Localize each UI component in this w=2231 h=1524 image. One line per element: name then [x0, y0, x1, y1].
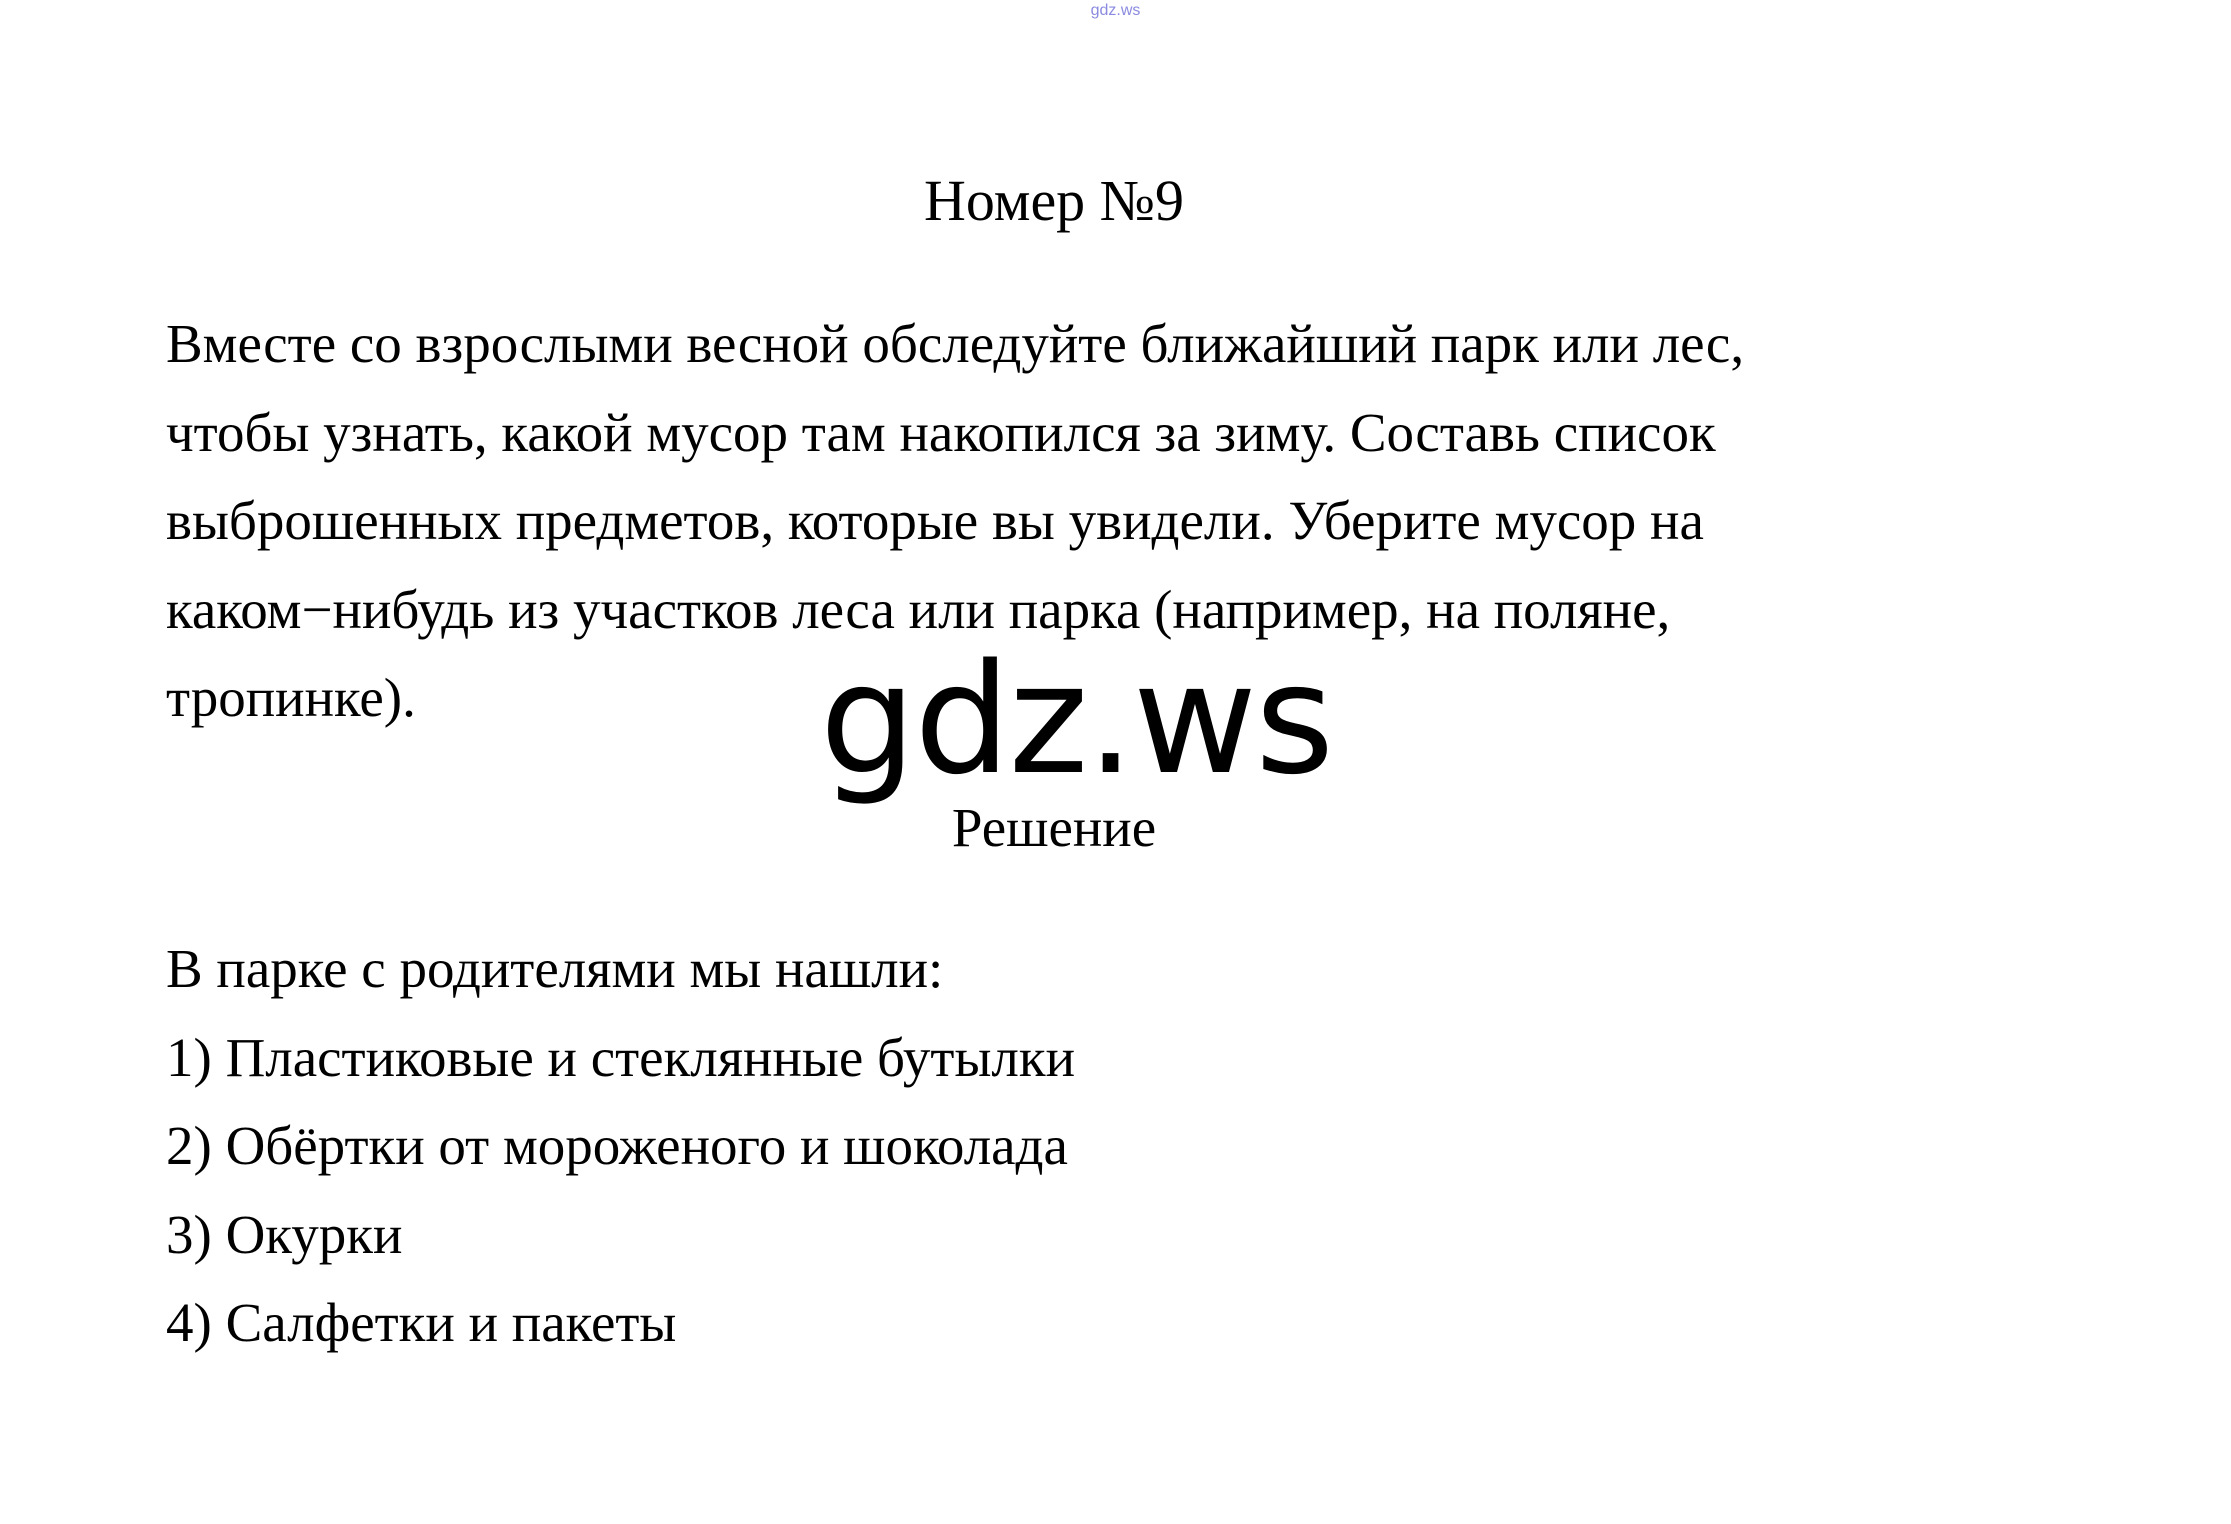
list-item: 3) Окурки	[166, 1203, 403, 1265]
top-watermark: gdz.ws	[1090, 2, 1141, 19]
task-line: тропинке).	[166, 667, 416, 728]
list-item: 4) Салфетки и пакеты	[166, 1292, 677, 1353]
task-line: каком−нибудь из участков леса или парка (например, на поляне,	[166, 578, 1671, 640]
task-line: выброшенных предметов, которые вы увидели. Уберите мусор на	[166, 490, 1704, 551]
solution-heading: Решение	[951, 797, 1157, 858]
list-item: 1) Пластиковые и стеклянные бутылки	[166, 1026, 1076, 1088]
answer-intro: В парке с родителями мы нашли:	[166, 938, 944, 999]
site-logo: gdz.ws	[819, 631, 1333, 808]
page-title: Номер №9	[923, 168, 1185, 233]
answer-text	[166, 925, 2066, 1368]
task-line: чтобы узнать, какой мусор там накопился за зиму. Составь список	[166, 401, 1716, 463]
list-item: 2) Обёртки от мороженого и шоколада	[166, 1115, 1068, 1176]
task-line: Вместе со взрослыми весной обследуйте ближайший парк или лес,	[166, 313, 1745, 374]
